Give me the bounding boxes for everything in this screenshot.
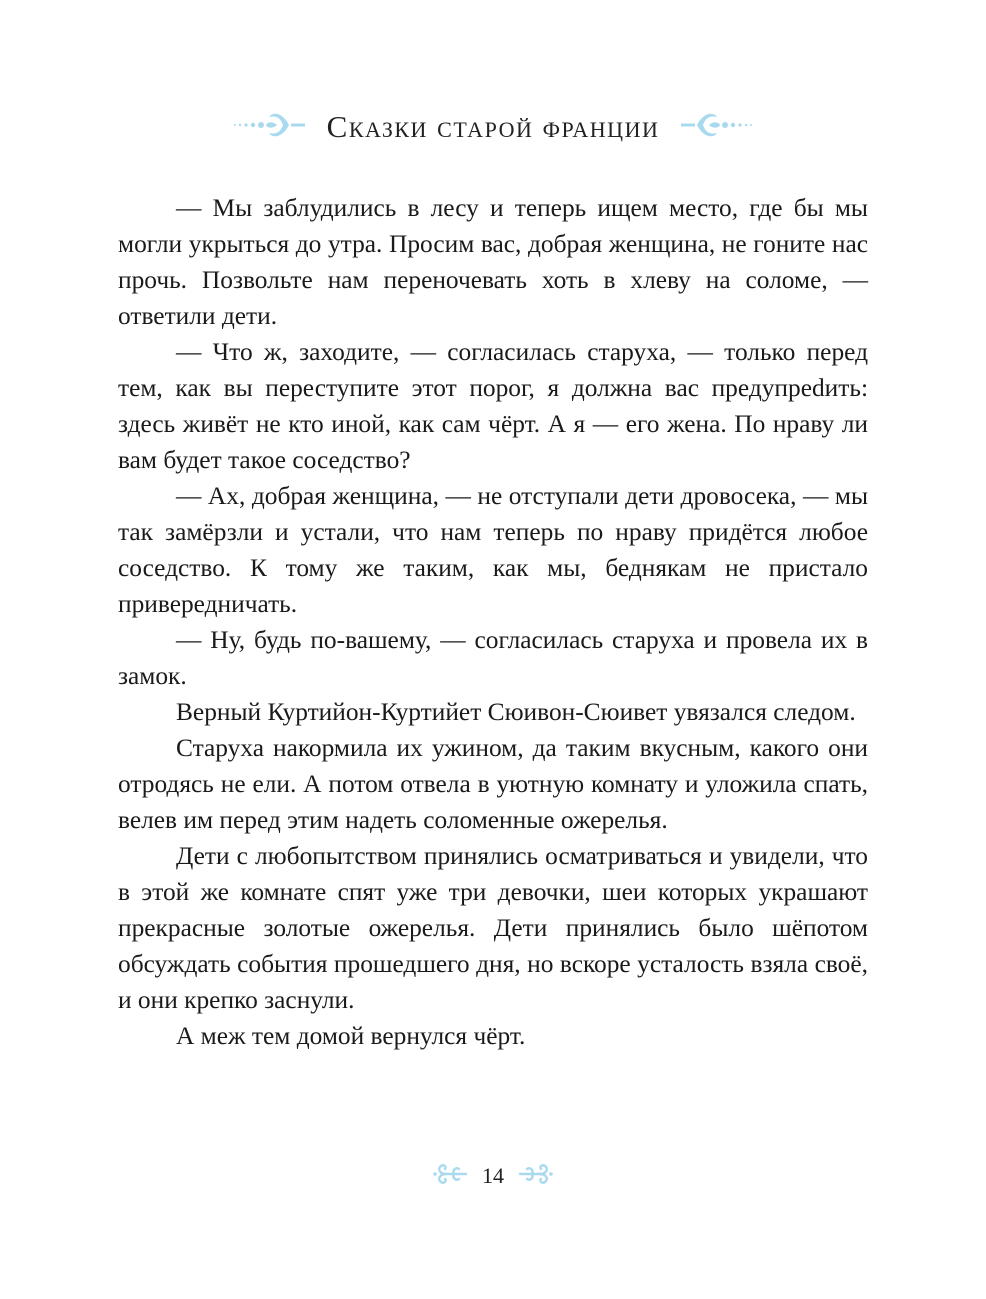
paragraph: — Мы заблудились в лесу и теперь ищем место, где бы мы могли укрыться до утра. Просим вас, добрая женщина, не гоните нас прочь. Позвольте нам переночевать хоть в хлеву на соломе, — ответили дети.: [118, 194, 868, 330]
paragraph: — Ну, будь по-вашему, — согласилась старуха и провела их в замок.: [118, 626, 868, 690]
paragraph: А меж тем домой вернулся чёрт.: [176, 1022, 526, 1050]
paragraph: Старуха накормила их ужином, да таким вкусным, какого они отродясь не ели. А потом отвела в уютную комнату и уложила спать, велев им перед этим надеть соломенные ожерелья.: [118, 734, 868, 834]
paragraph: Верный Куртийон-Куртийет Сюивон-Сюивет увязался следом.: [176, 698, 856, 726]
paragraph: Дети с любопытством принялись осматриваться и увидели, что в этой же комнате спят уже три девочки, шеи которых украшают прекрасные золотые ожерелья. Дети принялись было шёпотом обсуждать события прошедшего дня, но вскоре усталость взяла своё, и они крепко заснули.: [118, 842, 868, 1014]
paragraph: — Что ж, заходите, — согласилась старуха, — только перед тем, как вы переступите этот порог, я должна вас предупреdить: здесь живёт не кто иной, как сам чёрт. А я — его жена. По нраву ли вам будет такое соседство?: [118, 338, 868, 474]
running-header: [0, 102, 986, 152]
paragraph: — Ах, добрая женщина, — не отступали дети дровосека, — мы так замёрзли и устали, что нам теперь по нраву придётся любое соседство. К тому же таким, как мы, беднякам не пристало привередничать.: [118, 482, 868, 618]
fleur-de-lis-ornament-left-icon: [233, 103, 307, 152]
body-text: [118, 190, 868, 1054]
page-number: 14: [482, 1163, 504, 1188]
page-footer: [0, 1156, 986, 1196]
scroll-ornament-right-icon: [518, 1159, 554, 1194]
fleur-de-lis-ornament-right-icon: [679, 103, 753, 152]
scroll-ornament-left-icon: [432, 1159, 468, 1194]
book-title: Сказки старой франции: [326, 109, 660, 144]
